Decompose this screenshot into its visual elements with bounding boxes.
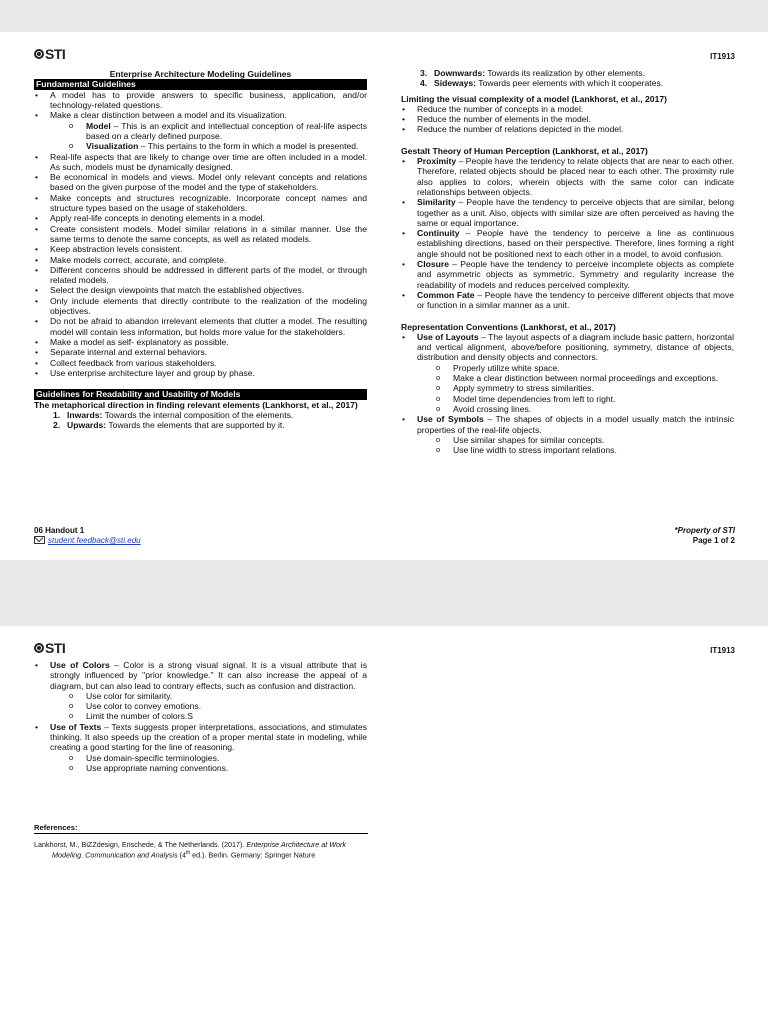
reference-edition-sup: th <box>185 850 191 856</box>
course-code: IT1913 <box>710 52 735 61</box>
item-term: Similarity <box>417 197 456 208</box>
handout-label: 06 Handout 1 <box>34 526 85 535</box>
list-item: • Create consistent models. Model similar relations in a similar manner. Use the same terms to denote the same concepts, as well as related models. <box>34 224 367 245</box>
readability-guidelines-heading: Guidelines for Readability and Usability of Models <box>34 389 367 400</box>
list-item <box>401 332 734 414</box>
item-term: Upwards: <box>67 420 107 431</box>
list-item: • Collect feedback from various stakeholders. <box>34 358 367 368</box>
list-item: • Apply real-life concepts in denoting elements in a model. <box>34 213 367 223</box>
logo-text: STI <box>45 640 66 656</box>
model-vs-visualization-sublist <box>50 121 367 152</box>
document-page-2 <box>0 626 768 1024</box>
page-number: Page 1 of 2 <box>692 536 735 545</box>
term-visualization-desc: – This pertains to the form in which a model is presented. <box>140 141 359 152</box>
item-desc: – The layout aspects of a diagram include basic pattern, horizontal and vertical alignment, above/before positioning, symmetry, distance of objects, distribution and density objects and connectors. <box>417 331 734 363</box>
sti-logo-icon <box>34 48 44 60</box>
term-model-desc: – This is an explicit and intellectual conception of real-life aspects based on a clearly defined purpose. <box>86 120 367 141</box>
direction-list-continued <box>401 68 734 89</box>
feedback-email-link[interactable]: student.feedback@sti.edu <box>48 536 141 545</box>
numbered-item <box>401 68 734 78</box>
reference-entry <box>34 840 368 860</box>
item-number: 3. <box>420 68 428 78</box>
list-item: • Real-life aspects that are likely to change over time are often included in a model. As such, models must be dynamically designed. <box>34 152 367 173</box>
item-desc: – People have the tendency to relate objects that are near to each other. Therefore, related objects should be placed near to each other. The proximity rule also applies to colors, wherein objects with the same color can indicate relationships between objects. <box>417 156 734 197</box>
fundamental-guidelines-heading: Fundamental Guidelines <box>34 79 367 90</box>
texts-sublist <box>50 753 367 774</box>
sub-list-item <box>66 121 367 142</box>
list-item: • Make a model as self- explanatory as possible. <box>34 337 367 347</box>
representation-list <box>401 332 734 456</box>
document-title: Enterprise Architecture Modeling Guidelines <box>109 69 292 79</box>
item-desc: Towards the internal composition of the elements. <box>104 409 294 420</box>
sub-list-item: o Make a clear distinction between normal proceedings and exceptions. <box>433 373 734 383</box>
term-model: Model <box>86 120 111 131</box>
item-term: Downwards: <box>434 68 486 78</box>
references-divider <box>34 833 368 834</box>
item-term: Sideways: <box>434 78 477 89</box>
list-item: • Separate internal and external behaviors. <box>34 347 367 357</box>
gestalt-list <box>401 156 734 310</box>
page1-left-column <box>34 69 367 431</box>
item-desc: Towards peer elements with which it cooperates. <box>478 78 664 89</box>
item-number: 1. <box>53 409 61 420</box>
sub-list-item <box>66 141 367 151</box>
sub-list-item: o Use appropriate naming conventions. <box>66 763 367 773</box>
item-term: Use of Texts <box>50 721 102 732</box>
list-item <box>401 414 734 455</box>
list-item: • Select the design viewpoints that match the established objectives. <box>34 285 367 295</box>
list-item: • Do not be afraid to abandon irrelevant elements that clutter a model. The resulting model will contain less information, but holds more value for the stakeholders. <box>34 316 367 337</box>
page1-footer-left <box>34 526 141 546</box>
numbered-item <box>34 420 367 430</box>
course-code: IT1913 <box>710 646 735 655</box>
list-item: • A model has to provide answers to specific business, application, and/or technology-related questions. <box>34 90 367 111</box>
list-item: • Reduce the number of relations depicted in the model. <box>401 124 734 134</box>
list-item <box>34 722 367 773</box>
list-item-text: Make a clear distinction between a model and its visualization. <box>50 110 287 121</box>
item-term: Proximity <box>417 156 457 167</box>
item-term: Closure <box>417 259 449 270</box>
item-desc: – Color is a strong visual signal. It is a visual attribute that is strongly influenced by "prior knowledge." It can also increase the appeal of a diagram, but can also lead to contrary effects, such as confusion and distraction. <box>50 660 367 691</box>
sub-list-item: o Properly utilize white space. <box>433 363 734 373</box>
sub-list-item: o Use color to convey emotions. <box>66 701 367 711</box>
list-item: • Use enterprise architecture layer and group by phase. <box>34 368 367 378</box>
sti-logo-icon <box>34 642 44 654</box>
list-item: • Only include elements that directly contribute to the realization of the modeling objectives. <box>34 296 367 317</box>
mail-icon <box>34 536 45 544</box>
limiting-complexity-heading: Limiting the visual complexity of a model (Lankhorst, et al., 2017) <box>401 93 667 104</box>
item-desc: – People have the tendency to perceive objects that are similar, belong together as a unit. Also, objects with similar size are often perceived as having the same or equal importance. <box>417 197 734 228</box>
item-term: Inwards: <box>67 409 103 420</box>
list-item: • Different concerns should be addressed in different parts of the model, or through related models. <box>34 265 367 286</box>
logo-text: STI <box>45 46 66 62</box>
numbered-item <box>34 410 367 420</box>
sub-list-item: o Avoid crossing lines. <box>433 404 734 414</box>
list-item <box>34 660 367 722</box>
reference-edition: (4 <box>179 850 186 860</box>
limiting-complexity-list <box>401 104 734 135</box>
item-desc: – People have the tendency to perceive a line as continuous establishing directions, based on their perspective. Therefore, lines forming a right angle should not be positioned next to each other in a model, to avoid confusion. <box>417 228 734 259</box>
numbered-item <box>401 78 734 88</box>
list-item: • Make models correct, accurate, and complete. <box>34 255 367 265</box>
reference-publisher: ed.). Berlin. Germany: Springer Nature <box>192 850 316 860</box>
list-item: • Make concepts and structures recognizable. Incorporate concept names and structure types based on the usage of stakeholders. <box>34 193 367 214</box>
colors-sublist <box>50 691 367 722</box>
direction-list <box>34 410 367 431</box>
representation-list-continued <box>34 660 367 773</box>
item-term: Use of Colors <box>50 660 110 670</box>
list-item <box>401 156 734 197</box>
sub-list-item: o Apply symmetry to stress similarities. <box>433 383 734 393</box>
list-item <box>401 197 734 228</box>
item-term: Continuity <box>417 228 460 239</box>
item-desc: – People have the tendency to perceive incomplete objects as complete and asymmetric objects as symmetric. Symmetry and regularity increase the readability of models and reduces perceived complexity. <box>417 259 735 290</box>
list-item: • Reduce the number of elements in the model. <box>401 114 734 124</box>
sti-logo <box>34 46 65 62</box>
sub-list-item: o Use line width to stress important relations. <box>433 445 734 455</box>
page2-left-column <box>34 660 367 773</box>
item-number: 4. <box>420 78 428 89</box>
list-item <box>401 290 734 311</box>
references-heading: References: <box>34 823 78 832</box>
list-item <box>401 228 734 259</box>
item-desc: – People have the tendency to perceive different objects that move or function in a similar manner as a unit. <box>417 289 735 311</box>
sub-list-item: o Use similar shapes for similar concepts. <box>433 435 734 445</box>
item-term: Use of Symbols <box>417 414 484 425</box>
list-item: • Be economical in models and views. Model only relevant concepts and relations based on the given purpose of the model and the type of stakeholders. <box>34 172 367 193</box>
term-visualization: Visualization <box>86 141 139 152</box>
list-item <box>34 110 367 151</box>
item-number: 2. <box>53 420 61 431</box>
item-desc: Towards the elements that are supported by it. <box>108 420 285 431</box>
references-section <box>34 821 368 860</box>
feedback-contact <box>34 536 141 546</box>
page1-right-column <box>401 68 734 455</box>
item-desc: – The shapes of objects in a model usually match the intrinsic properties of the real-life objects. <box>417 414 734 435</box>
sub-list-item: o Use domain-specific terminologies. <box>66 753 367 763</box>
sub-list-item: o Model time dependencies from left to right. <box>433 394 734 404</box>
list-item <box>401 259 734 290</box>
document-page-1 <box>0 32 768 560</box>
gestalt-heading: Gestalt Theory of Human Perception (Lankhorst, et al., 2017) <box>401 145 648 156</box>
property-notice: *Property of STI <box>674 526 735 535</box>
list-item: • Keep abstraction levels consistent. <box>34 244 367 254</box>
fundamental-guidelines-list <box>34 90 367 378</box>
symbols-sublist <box>417 435 734 456</box>
reference-book-title: Enterprise Architecture at Work Modeling. Communication and Analysis <box>52 839 347 860</box>
item-desc: – Texts suggests proper interpretations, associations, and stimulates thinking. It also speeds up the creation of a proper mental state in modeling, while creating a good starting for the line of reasoning. <box>50 721 368 753</box>
sti-logo <box>34 640 65 656</box>
reference-authors: Lankhorst, M., BiZZdesign, Enschede, & The Netherlands. (2017). <box>34 839 245 849</box>
sub-list-item: o Use color for similarity. <box>66 691 367 701</box>
list-item: • Reduce the number of concepts in a model. <box>401 104 734 114</box>
item-term: Use of Layouts <box>417 331 479 342</box>
layouts-sublist <box>417 363 734 414</box>
page1-footer-right <box>675 526 735 546</box>
representation-heading: Representation Conventions (Lankhorst, et al., 2017) <box>401 321 616 332</box>
metaphorical-direction-heading: The metaphorical direction in finding relevant elements (Lankhorst, et al., 2017) <box>34 399 358 410</box>
sub-list-item: o Limit the number of colors.S <box>66 711 367 721</box>
item-desc: Towards its realization by other elements. <box>487 68 645 78</box>
item-term: Common Fate <box>417 289 475 300</box>
